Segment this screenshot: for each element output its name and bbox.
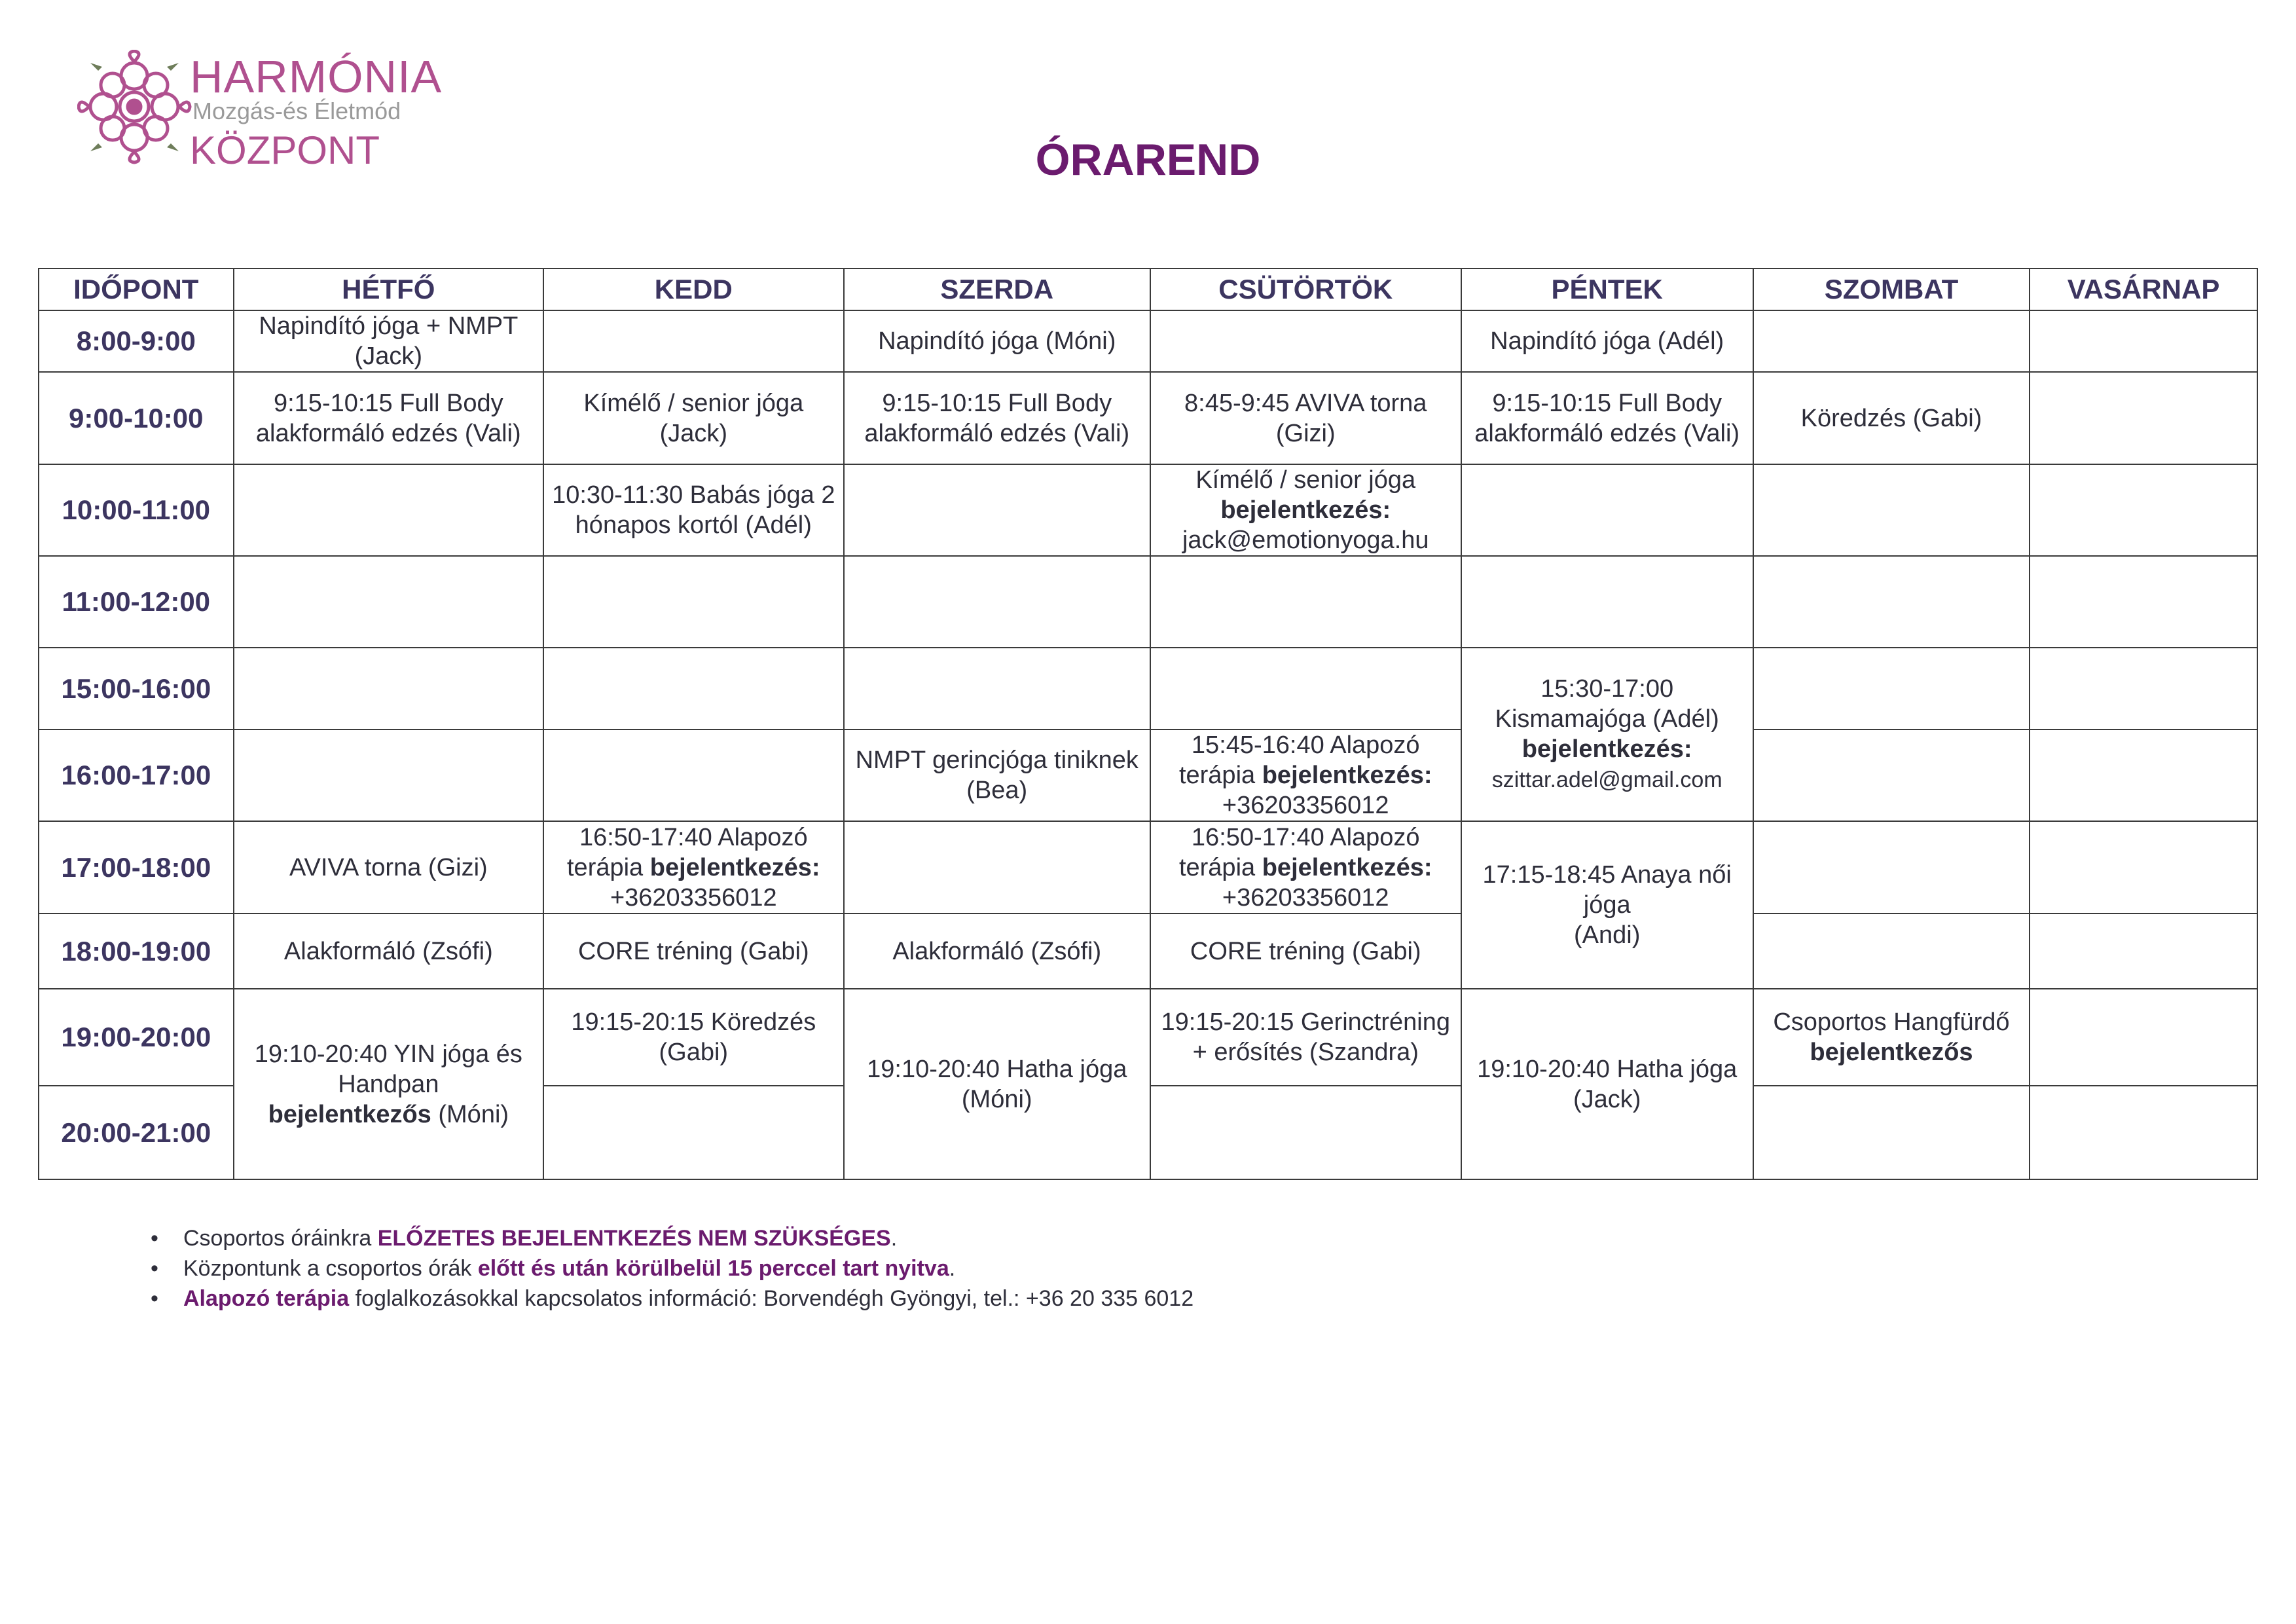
time-slot: 15:00-16:00 xyxy=(39,648,234,729)
time-slot: 16:00-17:00 xyxy=(39,729,234,821)
empty-cell xyxy=(543,1086,843,1179)
time-slot: 18:00-19:00 xyxy=(39,913,234,989)
empty-cell xyxy=(234,464,544,556)
empty-cell xyxy=(234,556,544,648)
class-cell: 9:15-10:15 Full Body alakformáló edzés (Vali) xyxy=(234,372,544,464)
col-header-time: IDŐPONT xyxy=(39,268,234,310)
empty-cell xyxy=(2030,648,2257,729)
class-time: 15:30-17:00 xyxy=(1540,675,1674,703)
table-row xyxy=(39,729,2257,821)
empty-cell xyxy=(2030,310,2257,372)
class-cell: 9:15-10:15 Full Body alakformáló edzés (Vali) xyxy=(844,372,1150,464)
class-cell: 19:10-20:40 Hatha jóga (Móni) xyxy=(844,989,1150,1179)
empty-cell xyxy=(1753,648,2030,729)
table-row xyxy=(39,372,2257,464)
empty-cell xyxy=(1461,464,1753,556)
time-slot: 10:00-11:00 xyxy=(39,464,234,556)
class-title: 15:45-16:40 Alapozó terápia xyxy=(1178,731,1420,789)
class-cell: NMPT gerincjóga tiniknek (Bea) xyxy=(844,729,1150,821)
class-cell xyxy=(1150,464,1461,556)
class-title: Csoportos Hangfürdő xyxy=(1773,1008,2010,1036)
class-cell: Alakformáló (Zsófi) xyxy=(844,913,1150,989)
note-text: Központunk a csoportos órák xyxy=(183,1256,478,1281)
table-row xyxy=(39,464,2257,556)
class-title: 17:15-18:45 Anaya női jóga xyxy=(1482,861,1732,919)
class-instructor: (Andi) xyxy=(1573,921,1641,949)
signup-email: szittar.adel@gmail.com xyxy=(1491,767,1722,792)
empty-cell xyxy=(1753,913,2030,989)
empty-cell xyxy=(1753,310,2030,372)
header-row xyxy=(39,268,2257,310)
note-item xyxy=(151,1283,1194,1314)
table-row xyxy=(39,648,2257,729)
class-title: 16:50-17:40 Alapozó terápia xyxy=(1178,823,1420,881)
empty-cell xyxy=(234,729,544,821)
empty-cell xyxy=(1753,821,2030,913)
empty-cell xyxy=(2030,729,2257,821)
empty-cell xyxy=(2030,464,2257,556)
page-title: ÓRAREND xyxy=(1035,135,1261,185)
class-cell: 19:10-20:40 Hatha jóga (Jack) xyxy=(1461,989,1753,1179)
class-cell: 19:15-20:15 Köredzés (Gabi) xyxy=(543,989,843,1086)
empty-cell xyxy=(2030,821,2257,913)
empty-cell xyxy=(1753,556,2030,648)
empty-cell xyxy=(1150,1086,1461,1179)
signup-label: bejelentkezés: xyxy=(1220,496,1391,524)
time-slot: 17:00-18:00 xyxy=(39,821,234,913)
signup-phone: +36203356012 xyxy=(1222,883,1389,912)
col-header-wed: SZERDA xyxy=(844,268,1150,310)
empty-cell xyxy=(844,464,1150,556)
note-text: foglalkozásokkal kapcsolatos információ: Borvendégh Gyöngyi, tel.: +36 20 335 6012 xyxy=(349,1286,1194,1311)
time-slot: 20:00-21:00 xyxy=(39,1086,234,1179)
table-row xyxy=(39,556,2257,648)
class-cell: 19:15-20:15 Gerinctréning + erősítés (Szandra) xyxy=(1150,989,1461,1086)
note-item xyxy=(151,1253,1194,1283)
logo-name: HARMÓNIA xyxy=(190,51,443,102)
time-slot: 19:00-20:00 xyxy=(39,989,234,1086)
empty-cell xyxy=(1753,729,2030,821)
note-text: . xyxy=(949,1256,956,1281)
timetable xyxy=(38,268,2258,1180)
empty-cell xyxy=(234,648,544,729)
class-cell: Kímélő / senior jóga (Jack) xyxy=(543,372,843,464)
empty-cell xyxy=(2030,913,2257,989)
col-header-fri: PÉNTEK xyxy=(1461,268,1753,310)
class-cell xyxy=(1753,989,2030,1086)
empty-cell xyxy=(543,310,843,372)
empty-cell xyxy=(1753,464,2030,556)
note-text: Csoportos óráinkra xyxy=(183,1226,378,1251)
class-cell: Napindító jóga (Móni) xyxy=(844,310,1150,372)
col-header-thu: CSÜTÖRTÖK xyxy=(1150,268,1461,310)
class-title: Kismamajóga (Adél) xyxy=(1495,705,1719,733)
signup-label: bejelentkezős xyxy=(1810,1039,1973,1066)
signup-phone: +36203356012 xyxy=(1222,792,1389,819)
empty-cell xyxy=(2030,372,2257,464)
empty-cell xyxy=(1753,1086,2030,1179)
empty-cell xyxy=(1461,556,1753,648)
time-slot: 8:00-9:00 xyxy=(39,310,234,372)
empty-cell xyxy=(1150,648,1461,729)
empty-cell xyxy=(543,729,843,821)
empty-cell xyxy=(2030,556,2257,648)
logo-tagline: Mozgás-és Életmód xyxy=(192,98,401,124)
class-cell xyxy=(1461,821,1753,989)
class-instructor: (Móni) xyxy=(431,1100,509,1128)
notes-list xyxy=(151,1223,1194,1314)
time-slot: 9:00-10:00 xyxy=(39,372,234,464)
table-row xyxy=(39,913,2257,989)
class-cell: CORE tréning (Gabi) xyxy=(543,913,843,989)
empty-cell xyxy=(844,648,1150,729)
class-cell: 10:30-11:30 Babás jóga 2 hónapos kortól (Adél) xyxy=(543,464,843,556)
class-cell: 8:45-9:45 AVIVA torna (Gizi) xyxy=(1150,372,1461,464)
signup-label: bejelentkezés: xyxy=(1522,735,1692,763)
empty-cell xyxy=(844,556,1150,648)
col-header-sat: SZOMBAT xyxy=(1753,268,2030,310)
col-header-sun: VASÁRNAP xyxy=(2030,268,2257,310)
table-row xyxy=(39,821,2257,913)
empty-cell xyxy=(2030,989,2257,1086)
note-highlight: ELŐZETES BEJELENTKEZÉS NEM SZÜKSÉGES xyxy=(377,1226,891,1251)
signup-label: bejelentkezés: xyxy=(649,853,820,881)
empty-cell xyxy=(2030,1086,2257,1179)
class-title: 16:50-17:40 Alapozó terápia xyxy=(567,823,808,881)
class-cell xyxy=(234,989,544,1179)
class-cell: Köredzés (Gabi) xyxy=(1753,372,2030,464)
note-highlight: előtt és után körülbelül 15 perccel tart nyitva xyxy=(477,1256,949,1281)
signup-label: bejelentkezős xyxy=(268,1100,431,1128)
table-row xyxy=(39,310,2257,372)
class-cell xyxy=(543,821,843,913)
empty-cell xyxy=(543,648,843,729)
class-cell: Napindító jóga + NMPT (Jack) xyxy=(234,310,544,372)
signup-email: jack@emotionyoga.hu xyxy=(1182,526,1429,554)
class-cell: Napindító jóga (Adél) xyxy=(1461,310,1753,372)
class-cell: CORE tréning (Gabi) xyxy=(1150,913,1461,989)
empty-cell xyxy=(1150,556,1461,648)
class-cell: AVIVA torna (Gizi) xyxy=(234,821,544,913)
note-text: . xyxy=(890,1226,898,1251)
class-cell xyxy=(1150,821,1461,913)
empty-cell xyxy=(844,821,1150,913)
col-header-mon: HÉTFŐ xyxy=(234,268,544,310)
class-cell xyxy=(1461,648,1753,821)
table-row xyxy=(39,989,2257,1086)
signup-phone: +36203356012 xyxy=(610,883,777,912)
note-item xyxy=(151,1223,1194,1253)
class-cell xyxy=(1150,729,1461,821)
class-title: Kímélő / senior jóga xyxy=(1195,466,1416,494)
signup-label: bejelentkezés: xyxy=(1262,762,1432,789)
logo-center: KÖZPONT xyxy=(190,128,380,172)
empty-cell xyxy=(543,556,843,648)
signup-label: bejelentkezés: xyxy=(1262,853,1432,881)
class-cell: Alakformáló (Zsófi) xyxy=(234,913,544,989)
empty-cell xyxy=(1150,310,1461,372)
class-title: 19:10-20:40 YIN jóga és Handpan xyxy=(254,1040,522,1098)
class-cell: 9:15-10:15 Full Body alakformáló edzés (Vali) xyxy=(1461,372,1753,464)
time-slot: 11:00-12:00 xyxy=(39,556,234,648)
col-header-tue: KEDD xyxy=(543,268,843,310)
note-highlight: Alapozó terápia xyxy=(183,1286,350,1311)
